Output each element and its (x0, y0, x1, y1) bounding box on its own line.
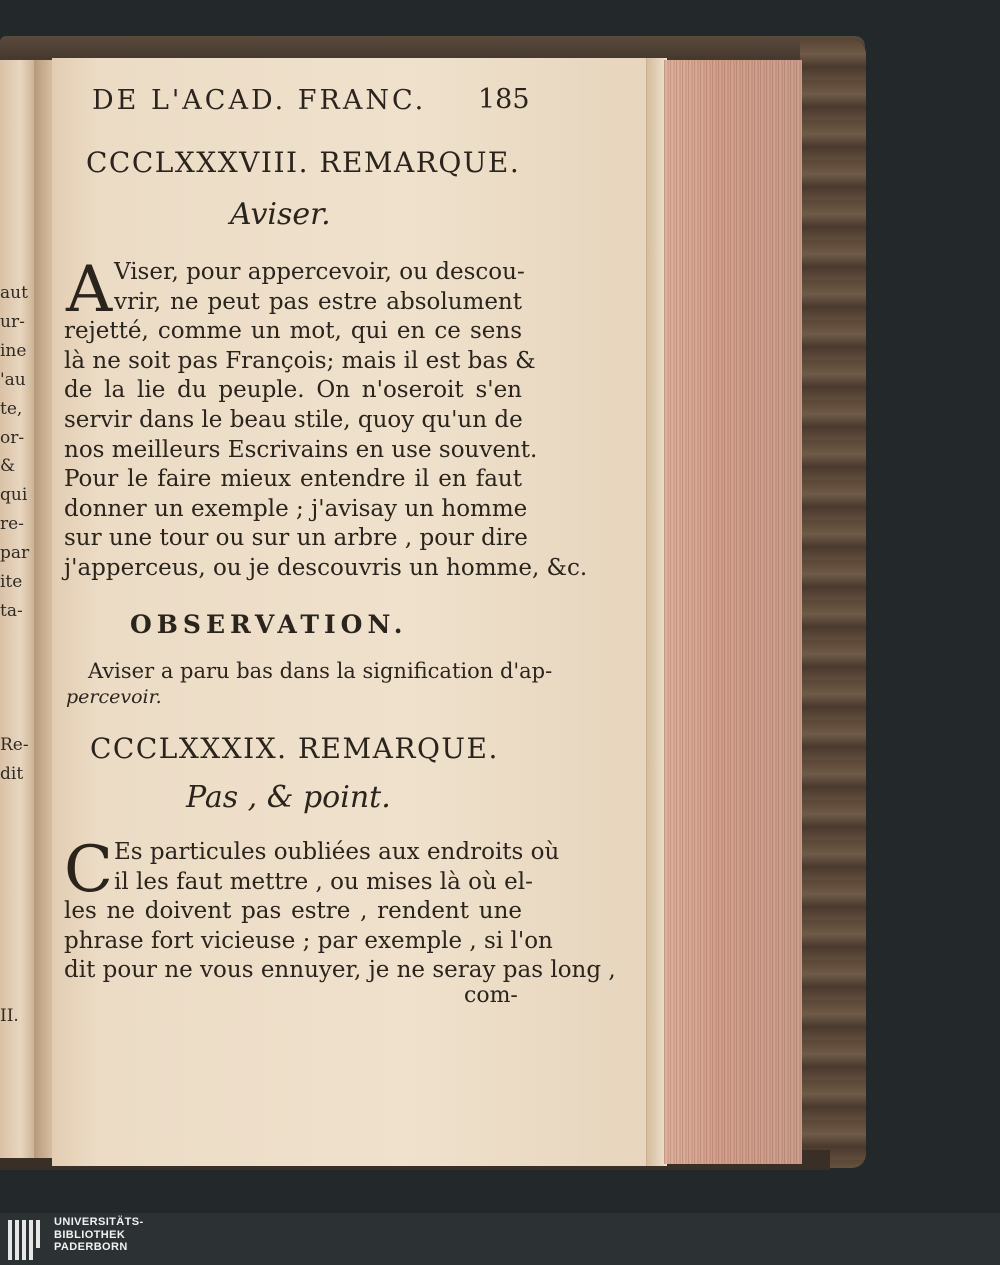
remark-388-line: nos meilleurs Escrivains en use souvent. (64, 436, 538, 463)
remark-388-line: servir dans le beau stile, quoy qu'un de (64, 406, 523, 433)
library-banner (0, 1213, 1000, 1265)
left-margin-fragment: ta- (0, 601, 23, 621)
left-margin-fragment: te, (0, 399, 23, 419)
remark-389-line: il les faut mettre , ou mises là où el- (114, 868, 533, 895)
left-margin-fragment: aut (0, 283, 28, 303)
page-block-edges (664, 60, 802, 1164)
remark-389-headword: Pas , & point. (186, 780, 391, 815)
remark-388-line: donner un exemple ; j'avisay un homme (64, 495, 528, 522)
library-logo-icon (8, 1220, 48, 1260)
left-margin-fragment: re- (0, 514, 24, 534)
left-margin-fragment: qui (0, 485, 28, 505)
remark-388-title: CCCLXXXVIII. REMARQUE. (86, 146, 521, 179)
left-margin-fragment: II. (0, 1006, 19, 1026)
remark-389-line: Es particules oubliées aux endroits où (114, 839, 560, 865)
left-margin-fragment: ite (0, 572, 23, 592)
library-name-line-3: PADERBORN (54, 1241, 128, 1253)
left-margin-fragment: Re- (0, 735, 29, 755)
remark-388-body (64, 253, 588, 584)
remark-389-line: les ne doivent pas estre , rendent une (64, 898, 522, 925)
remark-388-line: rejetté, comme un mot, qui en ce sens (64, 318, 522, 345)
remark-388-line: Viser, pour appercevoir, ou descou- (114, 259, 525, 285)
left-margin-fragment: or- (0, 428, 25, 448)
remark-388-line: j'apperceus, ou je descouvris un homme, &c. (64, 554, 588, 581)
left-margin-fragment: & (0, 456, 16, 476)
catchword: com- (464, 983, 518, 1008)
library-name-line-1: UNIVERSITÄTS- (54, 1216, 144, 1228)
observation-line-2: percevoir. (66, 686, 162, 708)
remark-389-body (64, 833, 616, 986)
remark-389-line: phrase fort vicieuse ; par exemple , si l'on (64, 927, 553, 954)
dropcap-a: A (66, 253, 113, 327)
remark-389-line: dit pour ne vous ennuyer, je ne seray pas long , (64, 957, 616, 984)
page-number: 185 (478, 84, 530, 115)
observation-line-1: Aviser a paru bas dans la signification d'ap- (88, 659, 553, 683)
book-cover-edge (800, 40, 866, 1168)
left-margin-fragment: dit (0, 764, 24, 784)
observation-title: OBSERVATION. (130, 610, 408, 639)
remark-388-line: de la lie du peuple. On n'oseroit s'en (64, 377, 522, 404)
remark-388-line: là ne soit pas François; mais il est bas & (64, 347, 536, 374)
remark-388-line: vrir, ne peut pas estre absolument (114, 288, 522, 315)
remark-388-headword: Aviser. (230, 197, 331, 232)
remark-388-line: Pour le faire mieux entendre il en faut (64, 466, 522, 493)
left-margin-fragment: par (0, 543, 30, 563)
left-margin-fragment: 'au (0, 370, 26, 390)
dropcap-c: C (64, 833, 113, 907)
left-margin-fragment: ine (0, 341, 27, 361)
running-head: DE L'ACAD. FRANC. (92, 85, 427, 116)
remark-388-line: sur une tour ou sur un arbre , pour dire (64, 525, 528, 552)
library-name-line-2: BIBLIOTHEK (54, 1228, 126, 1241)
remark-389-title: CCCLXXXIX. REMARQUE. (90, 732, 499, 765)
left-margin-fragment: ur- (0, 312, 25, 332)
library-name (54, 1216, 144, 1254)
